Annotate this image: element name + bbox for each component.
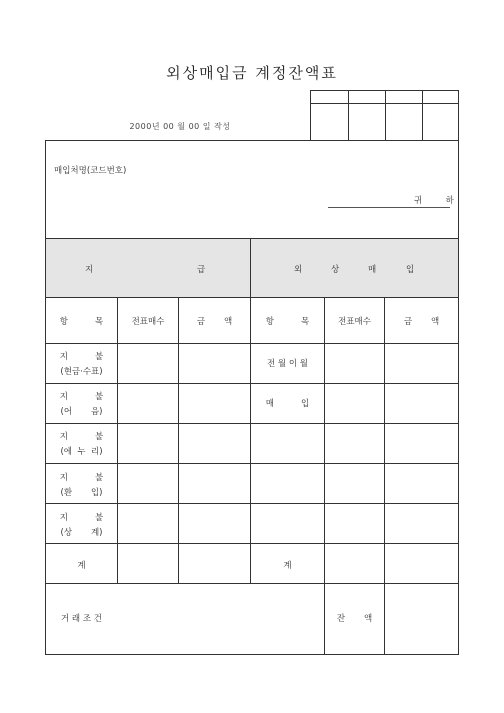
total-label-right: 계: [283, 561, 292, 571]
row-label: 지 불: [59, 392, 104, 402]
total-label-left: 계: [77, 561, 86, 571]
trade-terms-label: 거 래 조 건: [61, 614, 102, 624]
section-purchase-char-4: 입: [406, 265, 415, 275]
section-purchase-char-2: 상: [331, 265, 340, 275]
column-header-slips-right: 전표매수: [338, 317, 371, 327]
column-header-amount-right: 금 액: [403, 317, 440, 327]
column-header-amount-left: 금 액: [196, 317, 233, 327]
row-label: 지 불: [59, 513, 104, 523]
row-sublabel: (환 입): [60, 488, 103, 498]
row-label: 지 불: [59, 352, 104, 362]
row-sublabel: (상 계): [60, 528, 103, 538]
row-label: 지 불: [59, 432, 104, 442]
section-payment-char-1: 지: [85, 265, 94, 275]
buyer-name-label: 매입처명(코드번호): [54, 166, 127, 176]
balance-label: 잔 액: [336, 614, 373, 624]
buyer-signature-line: [328, 207, 450, 208]
section-payment-char-2: 급: [197, 265, 206, 275]
row-label-purchase: 매 입: [265, 399, 310, 409]
column-header-item-right: 항 목: [265, 317, 310, 327]
date-line: 2000년 00 월 00 일 작성: [129, 122, 231, 131]
honorific-label: 귀 하: [414, 196, 460, 206]
section-purchase-char-3: 매: [368, 265, 377, 275]
section-purchase-char-1: 외: [294, 265, 303, 275]
row-sublabel: (현금·수표): [60, 367, 103, 377]
section-header-band: [46, 239, 458, 297]
row-label-carryover: 전 월 이 월: [267, 359, 308, 369]
document-title: 외상매입금 계정잔액표: [166, 64, 338, 82]
row-label: 지 불: [59, 473, 104, 483]
column-header-slips-left: 전표매수: [131, 317, 165, 327]
row-sublabel: (어 음): [60, 407, 103, 417]
approval-stamp-grid: [310, 90, 459, 141]
row-sublabel: (에 누 리): [60, 447, 103, 457]
column-header-item-left: 항 목: [59, 317, 104, 327]
